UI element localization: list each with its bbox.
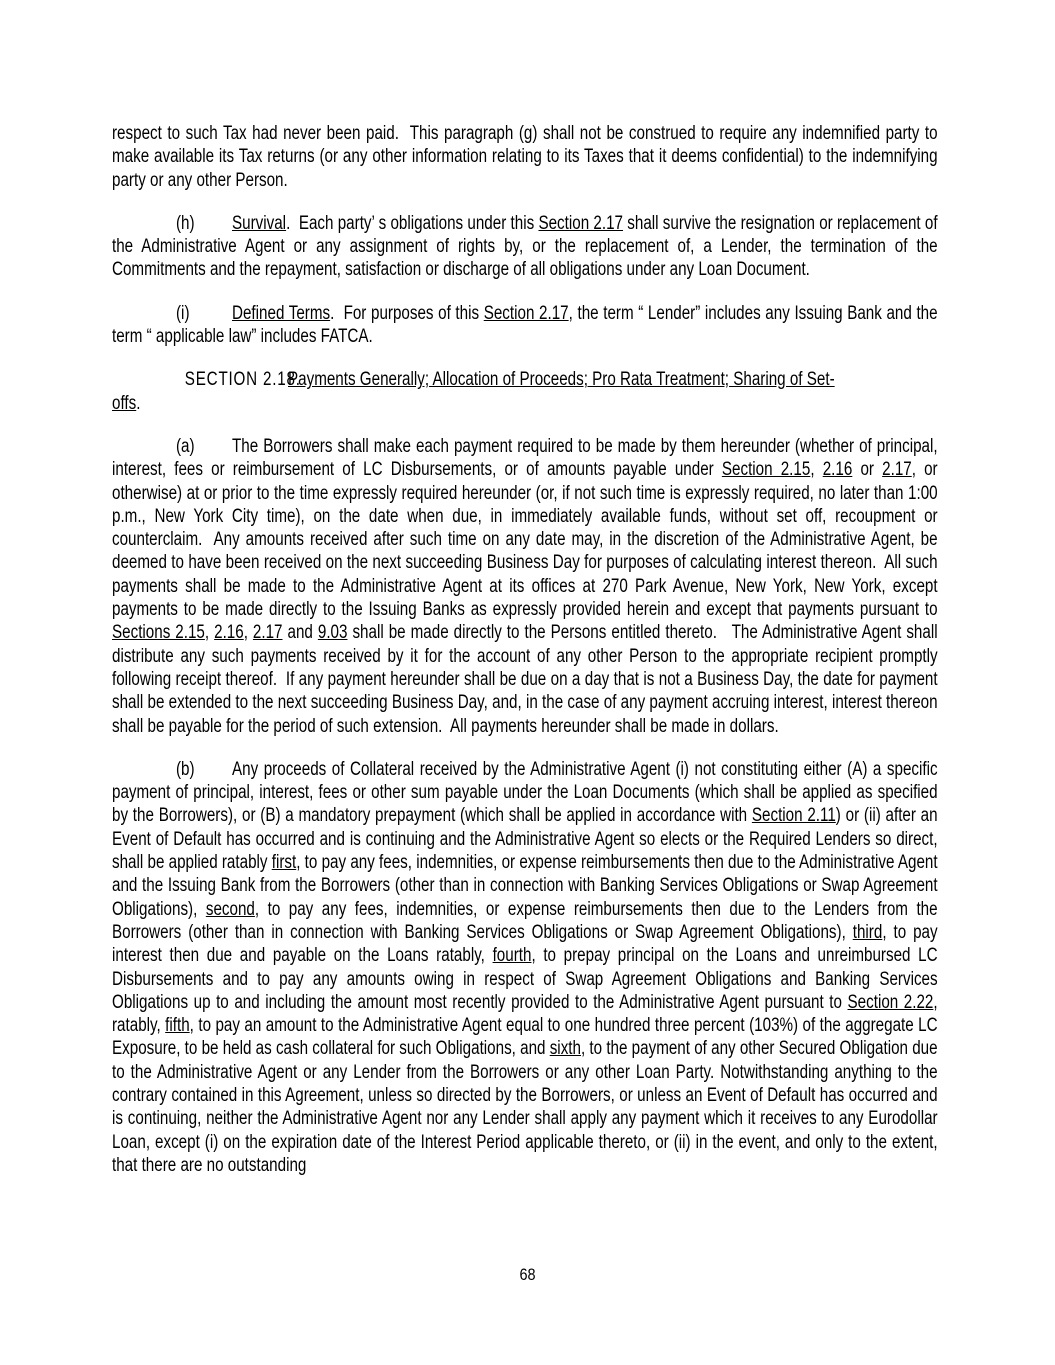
underlined-text: 2.16 [822, 459, 853, 481]
text-run: , [204, 622, 215, 644]
text-run: respect to such Tax had never been paid. This paragraph (g) shall not be construed to require any indemnified party to make available its Tax returns (or any other information relating to its Taxes that it deems confidential) to the indemnifying party or any other Person. [112, 123, 942, 191]
underlined-text: fifth [165, 1015, 190, 1037]
paragraph-label: (h) [176, 212, 195, 234]
text-run: , ratably, [112, 991, 942, 1037]
paragraph [112, 122, 942, 192]
paragraph-label: (i) [176, 302, 190, 324]
text-run: , or otherwise) at or prior to the time expressly required hereunder (or, if not such time is expressly required, no later than 1:00 p.m., New York City time), on the date when due, in immediately available funds, without set off, recoupment or counterclaim. Any amounts received after such time on any date may, in the discretion of the Administrative Agent, be deemed to have been received on the next succeeding Business Day for purposes of calculating interest thereon. All such payments shall be made to the Administrative Agent at its offices at 270 Park Avenue, New York, New York, except payments to be made directly to the Issuing Banks as expressly provided herein and except that payments pursuant to [112, 459, 942, 621]
underlined-text: 2.17 [882, 459, 912, 481]
paragraph [112, 435, 942, 738]
paragraph [112, 302, 942, 349]
underlined-text: Payments Generally; Allocation of Proceeds; Pro Rata Treatment; Sharing of Set- [288, 369, 835, 391]
text-run: , to pay interest then due and payable on the Loans ratably, [112, 921, 942, 967]
text-run: , to prepay principal on the Loans and unreimbursed LC Disbursements and to pay any amounts owing in respect of Swap Agreement Obligations and Banking Services Obligations up to and including the amount most recently provided to the Administrative Agent pursuant to [112, 945, 942, 1013]
paragraph-label: (b) [176, 758, 195, 780]
text-run: , to pay an amount to the Administrative Agent equal to one hundred three percent (103%) of the aggregate LC Exposure, to be held as cash collateral for such Obligations, and [112, 1015, 942, 1060]
paragraph [112, 758, 942, 1177]
text-run: , to the payment of any other Secured Obligation due to the Administrative Agent or any Lender from the Borrowers or any other Loan Party. Notwithstanding anything to the contrary contained in this Agreement, unless so directed by the Borrowers, or unless an Event of Default has occurred and is continuing, neither the Administrative Agent nor any Lender shall apply any payment which it receives to any Eurodollar Loan, except (i) on the expiration date of the Interest Period applicable thereto, or (ii) in the event, and only to the extent, that there are no outstanding [112, 1038, 942, 1176]
text-run: and [282, 622, 318, 644]
underlined-text: 2.16 [214, 622, 244, 644]
underlined-text: 2.17 [252, 622, 283, 644]
underlined-text: 9.03 [317, 622, 348, 644]
underlined-text: sixth [549, 1038, 581, 1060]
text-run: , [810, 459, 823, 481]
text-run: or [852, 459, 883, 481]
underlined-text: Section 2.15 [721, 459, 811, 481]
text-run: . For purposes of this [330, 302, 484, 324]
text-run: , to pay any fees, indemnities, or expense reimbursements then due to the Administrative Agent and the Issuing Bank from the Borrowers (other than in connection with Banking Services Obligations or Swap Agreement Obligations), [112, 852, 942, 920]
section-heading [112, 368, 938, 415]
text-run: The Borrowers shall make each payment required to be made by them hereunder (whether of principal, interest, fees or reimbursement of LC Disbursements, or of amounts payable under [112, 435, 942, 481]
text-run: . [136, 392, 141, 414]
underlined-text: Survival [232, 212, 287, 234]
text-run: shall be made directly to the Persons entitled thereto. The Administrative Agent shall distribute any such payments received by it for the account of any other Person to the appropriate recipient promptly following receipt thereof. If any payment hereunder shall be due on a day that is not a Business Day, the date for payment shall be extended to the next succeeding Business Day, and, in the case of any payment accruing interest, interest thereon shall be payable for the period of such extension. All payments hereunder shall be made in dollars. [112, 622, 942, 737]
underlined-text: fourth [492, 945, 532, 967]
text-run: . Each party’ s obligations under this [286, 212, 539, 234]
underlined-text: third [852, 921, 883, 943]
text-run: ) or (ii) after an Event of Default has occurred and is continuing and the Administrative Agent so elects or the Required Lenders so direct, shall be applied ratably [112, 805, 942, 874]
text-run: , [243, 622, 253, 644]
text-run: shall survive the resignation or replacement of the Administrative Agent or any assignment of rights by, or the replacement of, a Lender, the termination of the Commitments and the repayment, satisfaction or discharge of all obligations under any Loan Document. [112, 212, 942, 281]
underlined-text: Section 2.22 [847, 991, 934, 1013]
underlined-text: first [271, 852, 297, 874]
underlined-text: Sections 2.15 [112, 622, 205, 644]
paragraph-label: (a) [176, 435, 195, 457]
underlined-text: Section 2.17 [538, 212, 624, 234]
text-run: Any proceeds of Collateral received by the Administrative Agent (i) not constituting either (A) a specific payment of principal, interest, fees or other sum payable under the Loan Documents (which shall be applied as specified by the Borrowers), or (B) a mandatory prepayment (which shall be applied in accordance with [112, 758, 942, 827]
text-run: SECTION 2.18. [184, 369, 301, 391]
underlined-text: Section 2.17 [483, 302, 569, 324]
underlined-text: second [205, 898, 255, 920]
page-body [112, 122, 942, 1197]
underlined-text: offs [112, 392, 137, 414]
page-number: 68 [519, 1265, 536, 1284]
paragraph [112, 212, 942, 282]
underlined-text: Section 2.11 [751, 805, 836, 827]
text-run: , to pay any fees, indemnities, or expense reimbursements then due to the Lenders from the Borrowers (other than in connection with Banking Services Obligations or Swap Agreement Obligations), [112, 898, 942, 943]
underlined-text: Defined Terms [232, 302, 331, 324]
text-run: , the term “ Lender” includes any Issuing Bank and the term “ applicable law” includes FATCA. [112, 302, 942, 348]
